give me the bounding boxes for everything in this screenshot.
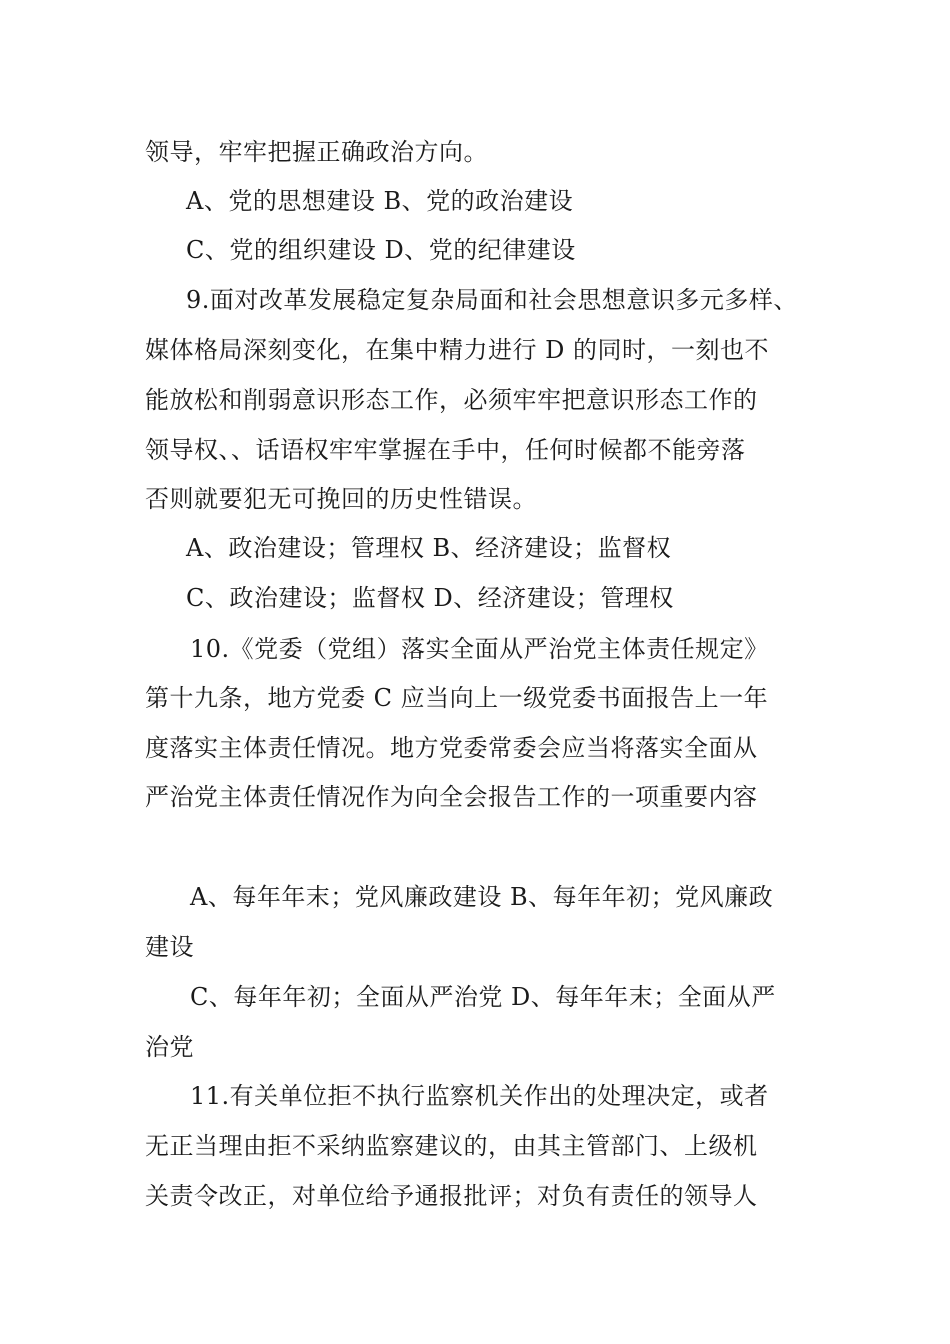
q9-line-5: 否则就要犯无可挽回的历史性错误。: [145, 485, 537, 513]
q8-option-cd: C、党的组织建设 D、党的纪律建设: [186, 236, 576, 264]
q10-line-2: 第十九条，地方党委 C 应当向上一级党委书面报告上一年: [145, 684, 769, 712]
q11-line-2: 无正当理由拒不采纳监察建议的，由其主管部门、上级机: [145, 1132, 758, 1160]
q9-option-cd: C、政治建设；监督权 D、经济建设；管理权: [186, 584, 674, 612]
q9-line-4: 领导权、、话语权牢牢掌握在手中，任何时候都不能旁落: [145, 436, 746, 464]
q9-line-3: 能放松和削弱意识形态工作，必须牢牢把意识形态工作的: [145, 386, 758, 414]
q10-line-1: 10.《党委（党组）落实全面从严治党主体责任规定》: [190, 635, 769, 663]
q9-line-1: 9.面对改革发展稳定复杂局面和社会思想意识多元多样、: [186, 286, 798, 314]
q10-line-3: 度落实主体责任情况。地方党委常委会应当将落实全面从: [145, 734, 758, 762]
text-line-1: 领导，牢牢把握正确政治方向。: [145, 138, 488, 166]
q10-option-cd-cont: 治党: [145, 1033, 194, 1061]
q10-option-ab: A、每年年末；党风廉政建设 B、每年年初；党风廉政: [190, 883, 774, 911]
q10-option-ab-cont: 建设: [145, 933, 194, 961]
q9-line-2: 媒体格局深刻变化，在集中精力进行 D 的同时，一刻也不: [145, 336, 769, 364]
q9-option-ab: A、政治建设；管理权 B、经济建设；监督权: [186, 534, 672, 562]
q10-line-4: 严治党主体责任情况作为向全会报告工作的一项重要内容: [145, 783, 758, 811]
q8-option-ab: A、党的思想建设 B、党的政治建设: [186, 187, 574, 215]
q11-line-3: 关责令改正，对单位给予通报批评；对负有责任的领导人: [145, 1182, 758, 1210]
q10-option-cd: C、每年年初；全面从严治党 D、每年年末；全面从严: [190, 983, 776, 1011]
q11-line-1: 11.有关单位拒不执行监察机关作出的处理决定，或者: [190, 1082, 769, 1110]
